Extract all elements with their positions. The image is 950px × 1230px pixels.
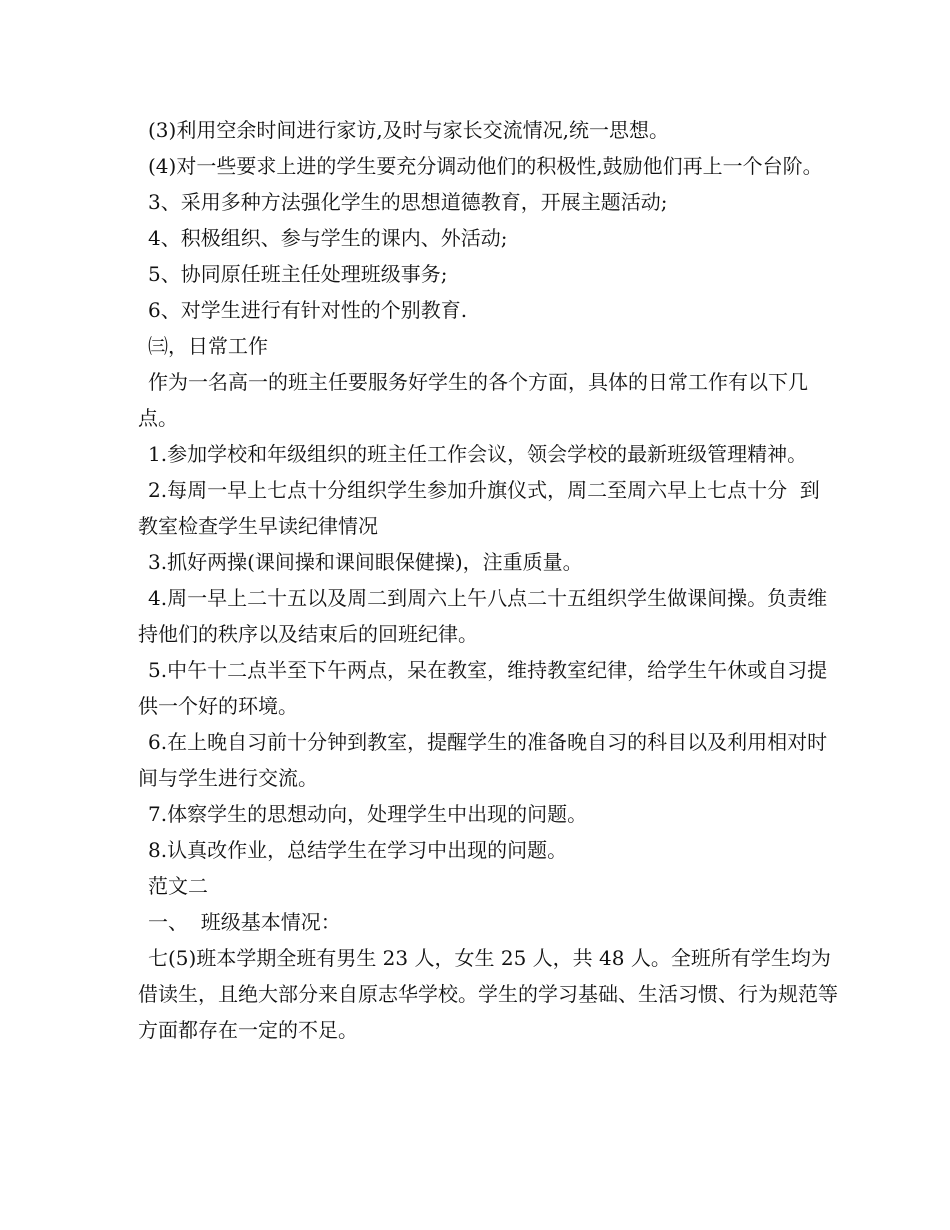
section-heading-class-overview: 一、 班级基本情况： bbox=[148, 910, 341, 934]
paragraph-home-visits: (3)利用空余时间进行家访,及时与家长交流情况,统一思想。 bbox=[148, 118, 670, 142]
list-item-homework: 8.认真改作业，总结学生在学习中出现的问题。 bbox=[148, 838, 568, 862]
list-item-evening-study: 6.在上晚自习前十分钟到教室，提醒学生的准备晚自习的科目以及利用相对时间与学生进行交流。 bbox=[138, 730, 828, 790]
paragraph-class-overview: 七(5)班本学期全班有男生 23 人，女生 25 人，共 48 人。全班所有学生均为借读生，且绝大部分来自原志华学校。学生的学习基础、生活习惯、行为规范等方面都存在一定的不足。 bbox=[138, 946, 838, 1042]
paragraph-moral-education: 3、采用多种方法强化学生的思想道德教育，开展主题活动; bbox=[148, 190, 668, 214]
list-item-noon-duty: 5.中午十二点半至下午两点，呆在教室，维持教室纪律，给学生午休或自习提供一个好的环境。 bbox=[138, 658, 828, 718]
list-item-meetings: 1.参加学校和年级组织的班主任工作会议，领会学校的最新班级管理精神。 bbox=[148, 442, 808, 466]
list-item-student-thoughts: 7.体察学生的思想动向，处理学生中出现的问题。 bbox=[148, 802, 588, 826]
paragraph-daily-work-intro: 作为一名高一的班主任要服务好学生的各个方面，具体的日常工作有以下几点。 bbox=[138, 370, 808, 430]
section-heading-daily-work: ㈢，日常工作 bbox=[148, 334, 268, 358]
list-item-break-exercise: 4.周一早上二十五以及周二到周六上午八点二十五组织学生做课间操。负责维持他们的秩序以及结束后的回班纪律。 bbox=[138, 586, 828, 646]
paragraph-activities: 4、积极组织、参与学生的课内、外活动; bbox=[148, 226, 508, 250]
list-item-flag-ceremony: 2.每周一早上七点十分组织学生参加升旗仪式，周二至周六早上七点十分 到教室检查学生早读纪律情况 bbox=[138, 478, 820, 538]
list-item-two-exercises: 3.抓好两操(课间操和课间眼保健操)，注重质量。 bbox=[148, 550, 583, 574]
section-heading-sample-two: 范文二 bbox=[148, 874, 208, 898]
paragraph-motivate-students: (4)对一些要求上进的学生要充分调动他们的积极性,鼓励他们再上一个台阶。 bbox=[148, 154, 823, 178]
paragraph-class-affairs: 5、协同原任班主任处理班级事务; bbox=[148, 262, 448, 286]
paragraph-individual-education: 6、对学生进行有针对性的个别教育. bbox=[148, 298, 468, 322]
document-body bbox=[138, 112, 838, 1048]
